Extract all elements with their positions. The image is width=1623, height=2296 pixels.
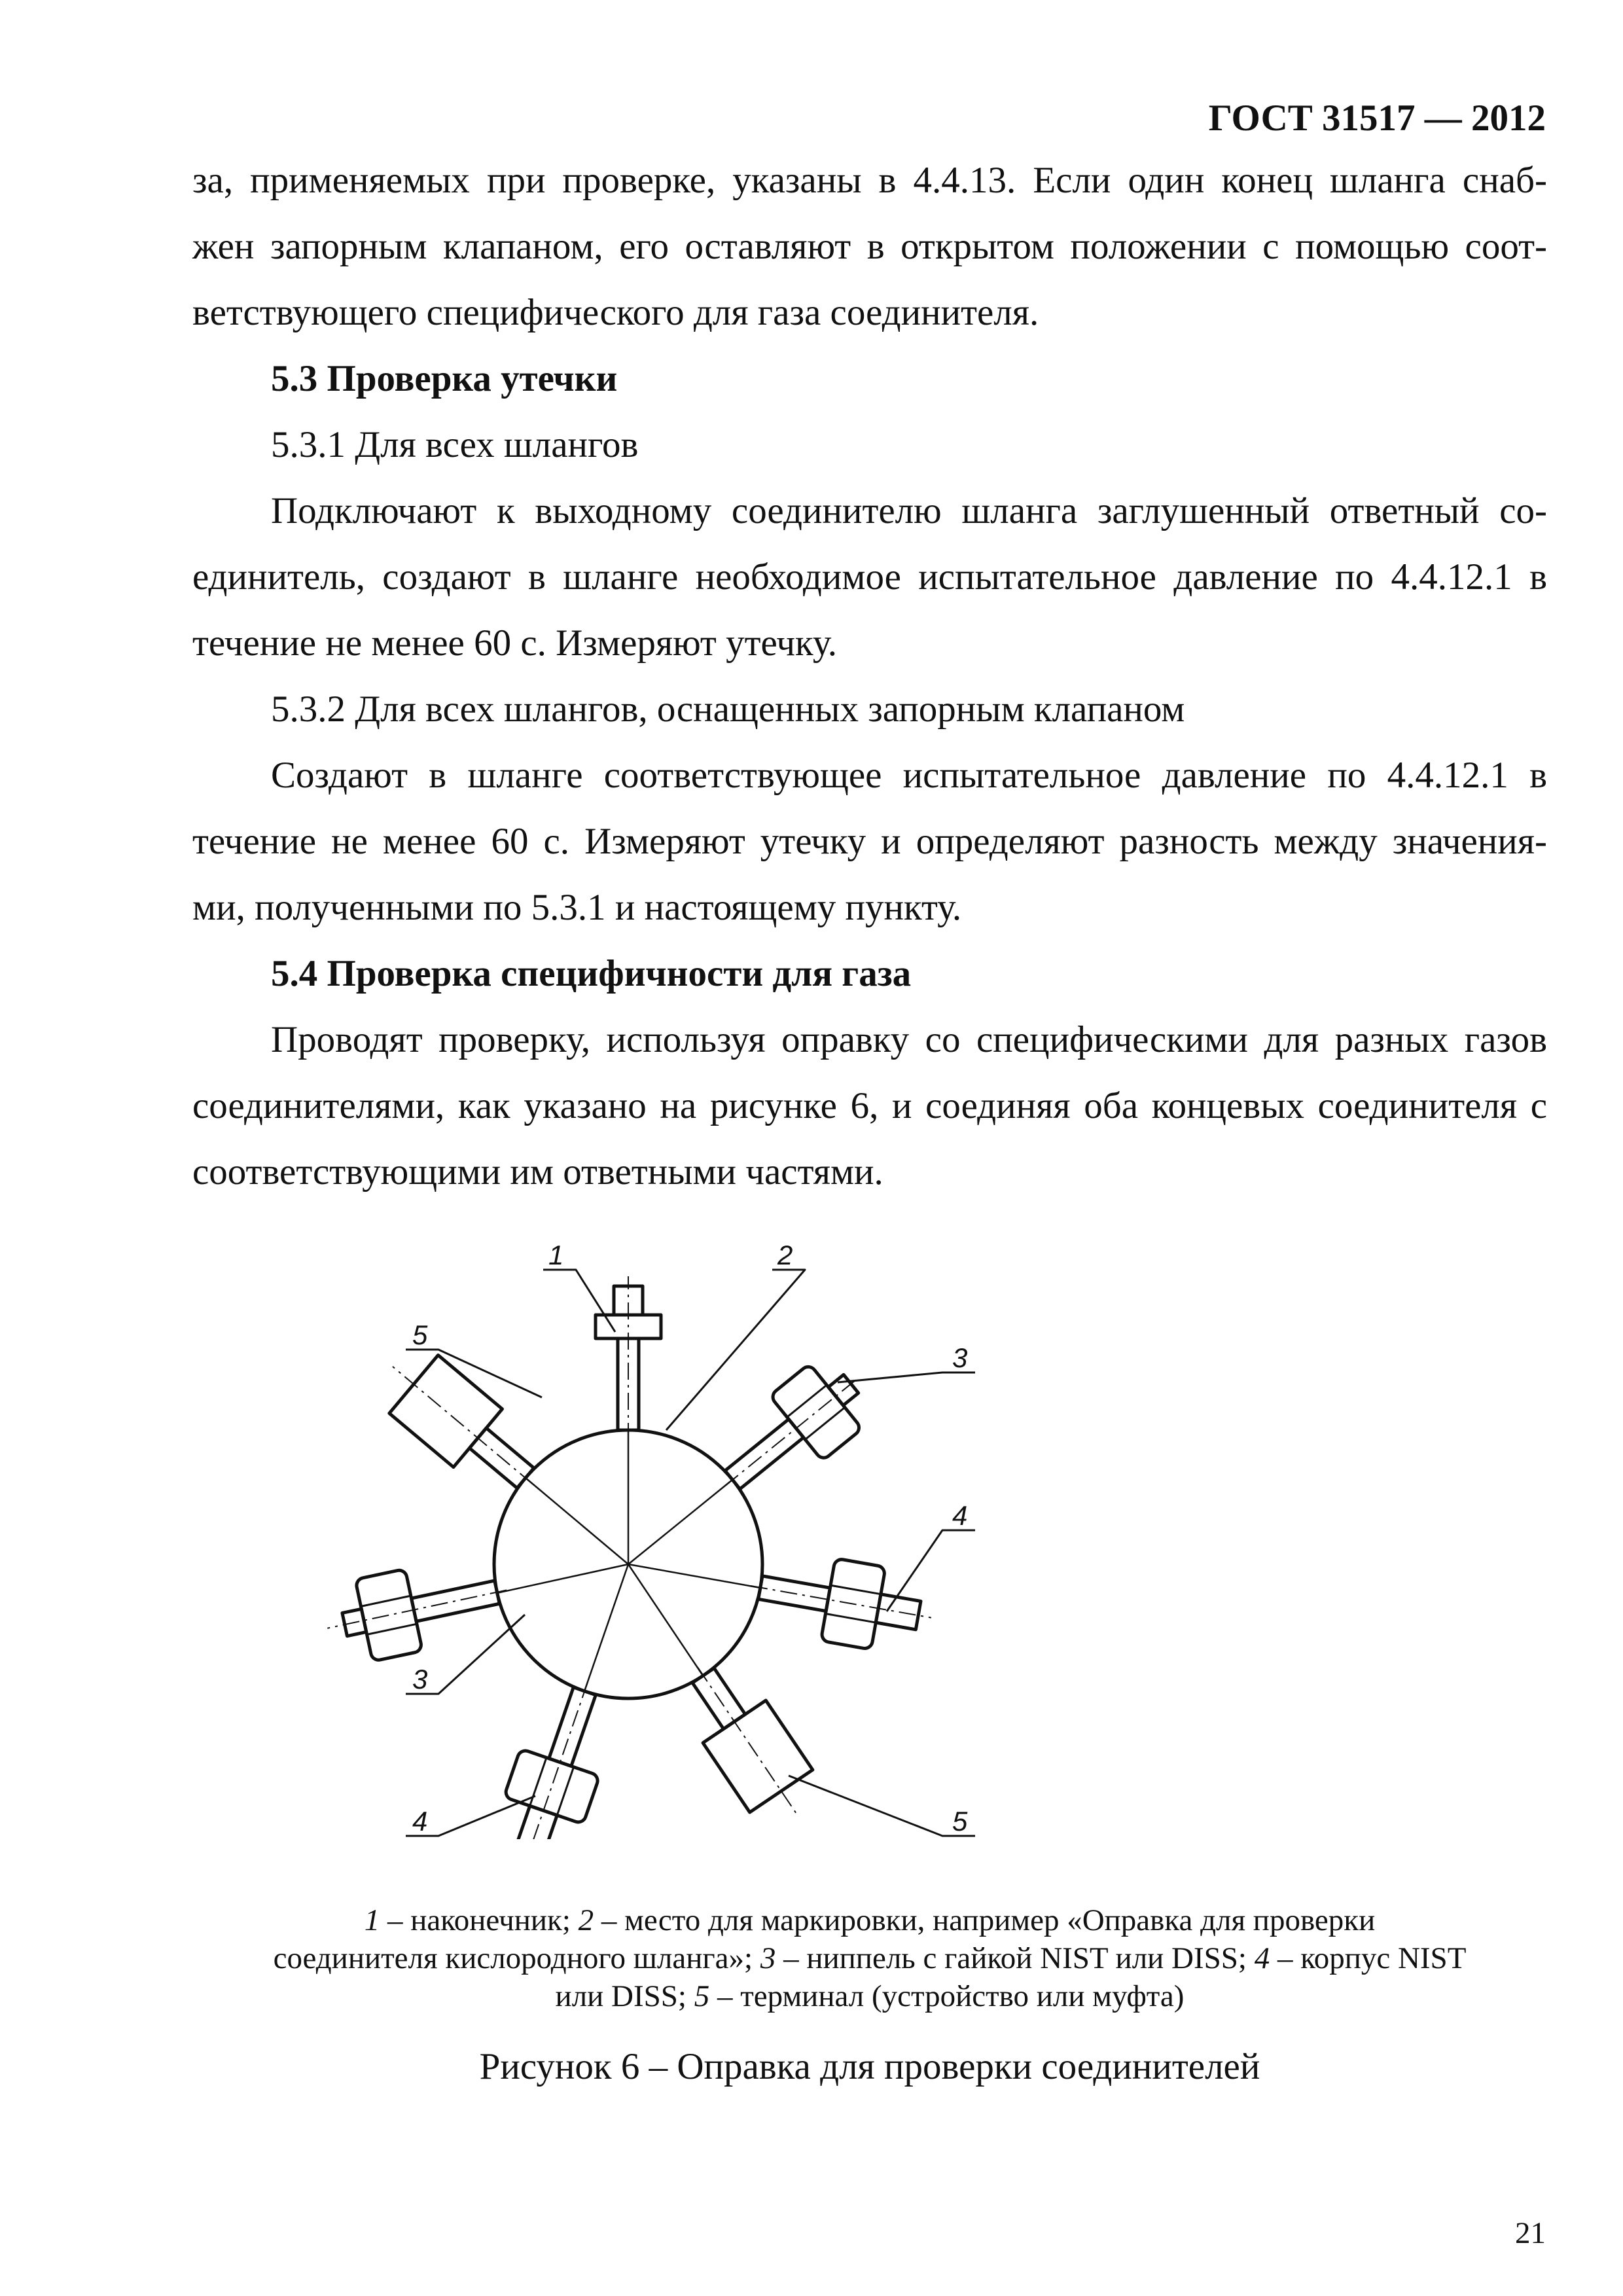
legend-num: 1 (364, 1903, 380, 1937)
legend-num: 5 (694, 1979, 710, 2013)
legend-text: – место для маркировки, например «Оправка для проверки (594, 1903, 1376, 1937)
figure-caption: Рисунок 6 – Оправка для проверки соединителей (479, 2046, 1260, 2087)
leader-lines (406, 1270, 975, 1836)
legend-text: – корпус NIST (1270, 1941, 1467, 1975)
legend-text: – наконечник; (380, 1903, 579, 1937)
document-header: ГОСТ 31517 — 2012 (1208, 98, 1546, 139)
figure-6-mandrel-diagram (288, 1211, 995, 1839)
paragraph-line: течение не менее 60 с. Измеряют утечку и определяют разность между значения- (192, 821, 1547, 862)
label-3-upper: 3 (952, 1342, 968, 1373)
legend-text: соединителя кислородного шланга»; (273, 1941, 760, 1975)
legend-line (192, 1977, 1547, 2015)
legend-text: – терминал (устройство или муфта) (709, 1979, 1185, 2013)
label-5-lower: 5 (952, 1806, 968, 1837)
figure-legend (192, 1901, 1547, 2015)
legend-num: 2 (578, 1903, 594, 1937)
paragraph-line: за, применяемых при проверке, указаны в 4.4.13. Если один конец шланга снаб- (192, 160, 1547, 201)
section-heading-5-3: 5.3 Проверка утечки (271, 358, 618, 399)
paragraph-line: жен запорным клапаном, его оставляют в открытом положении с помощью соот- (192, 226, 1547, 267)
paragraph-line: Подключают к выходному соединителю шланга заглушенный ответный со- (271, 490, 1547, 531)
label-2: 2 (777, 1240, 793, 1270)
legend-text: или DISS; (555, 1979, 694, 2013)
nipple-with-nut-3-upper (698, 1346, 883, 1518)
nist-diss-body-4-lower (488, 1668, 627, 1839)
legend-num: 4 (1254, 1941, 1270, 1975)
mandrel-drawing (288, 1211, 995, 1839)
connector-tip-1 (596, 1276, 661, 1440)
label-4-lower: 4 (412, 1806, 428, 1837)
body-text (192, 147, 1547, 1205)
nist-diss-body-4-right (743, 1545, 938, 1659)
legend-text: – ниппель с гайкой NIST или DISS; (776, 1941, 1255, 1975)
legend-num: 3 (760, 1941, 776, 1975)
subsection-heading-5-3-2: 5.3.2 Для всех шлангов, оснащенных запорным клапаном (271, 689, 1185, 730)
paragraph-line: течение не менее 60 с. Измеряют утечку. (192, 622, 837, 664)
terminal-5-upper-left (368, 1337, 558, 1513)
terminal-5-lower-right (666, 1646, 828, 1835)
paragraph-line: соответствующими им ответными частями. (192, 1151, 883, 1193)
paragraph-line: ветствующего специфического для газа соединителя. (192, 292, 1039, 333)
paragraph-line: единитель, создают в шланге необходимое испытательное давление по 4.4.12.1 в (192, 556, 1547, 598)
label-4-right: 4 (952, 1500, 968, 1531)
paragraph-line: Создают в шланге соответствующее испытательное давление по 4.4.12.1 в (271, 755, 1547, 796)
page-number: 21 (1515, 2216, 1546, 2250)
label-3-left: 3 (412, 1664, 428, 1695)
paragraph-line: ми, полученными по 5.3.1 и настоящему пункту. (192, 887, 962, 928)
label-1: 1 (548, 1240, 564, 1270)
section-heading-5-4: 5.4 Проверка специфичности для газа (271, 953, 912, 994)
paragraph-line: Проводят проверку, используя оправку со специфическими для разных газов (271, 1019, 1547, 1060)
label-5-upper: 5 (412, 1319, 428, 1350)
legend-line (192, 1939, 1547, 1977)
legend-line (192, 1901, 1547, 1939)
paragraph-line: соединителями, как указано на рисунке 6, и соединяя оба концевых соединителя с (192, 1085, 1547, 1126)
subsection-heading-5-3-1: 5.3.1 Для всех шлангов (271, 424, 639, 465)
